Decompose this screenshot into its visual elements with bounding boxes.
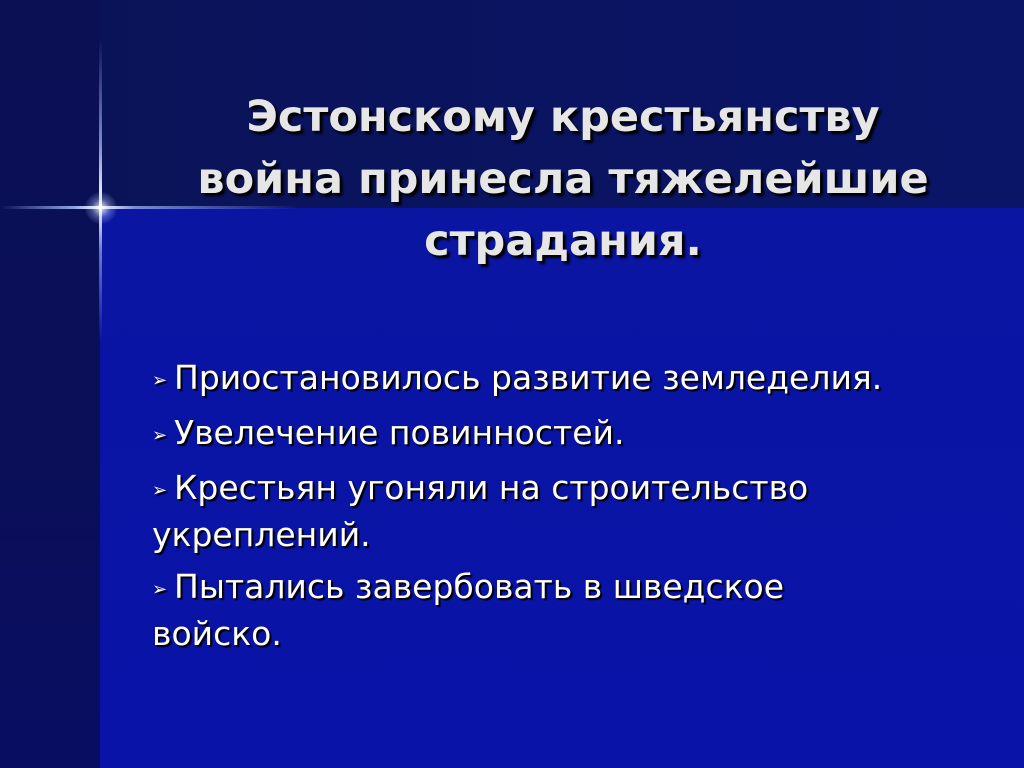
bullet-list: [152, 356, 912, 664]
arrow-bullet-icon: ➢: [152, 370, 168, 391]
bullet-item: [152, 565, 912, 656]
bullet-item: [152, 411, 912, 458]
arrow-bullet-icon: ➢: [152, 579, 168, 600]
arrow-bullet-icon: ➢: [152, 480, 168, 501]
bullet-item: [152, 466, 912, 557]
bullet-text: Приостановилось развитие земледелия.: [174, 358, 883, 397]
bullet-text: Увелечение повинностей.: [174, 413, 625, 452]
bullet-item: [152, 356, 912, 403]
bullet-text: Крестьян угоняли на строительство укреплений.: [152, 468, 809, 554]
slide-title: [130, 86, 996, 272]
star-flare-icon: [85, 192, 117, 224]
slide-title-line: война принесла тяжелейшие: [197, 154, 929, 204]
slide-title-line: страдания.: [424, 216, 702, 266]
slide-title-line: Эстонскому крестьянству: [246, 92, 880, 142]
background-left-panel: [0, 0, 100, 768]
arrow-bullet-icon: ➢: [152, 425, 168, 446]
star-flare-vertical: [99, 40, 102, 340]
bullet-text: Пытались завербовать в шведское войско.: [152, 567, 785, 653]
